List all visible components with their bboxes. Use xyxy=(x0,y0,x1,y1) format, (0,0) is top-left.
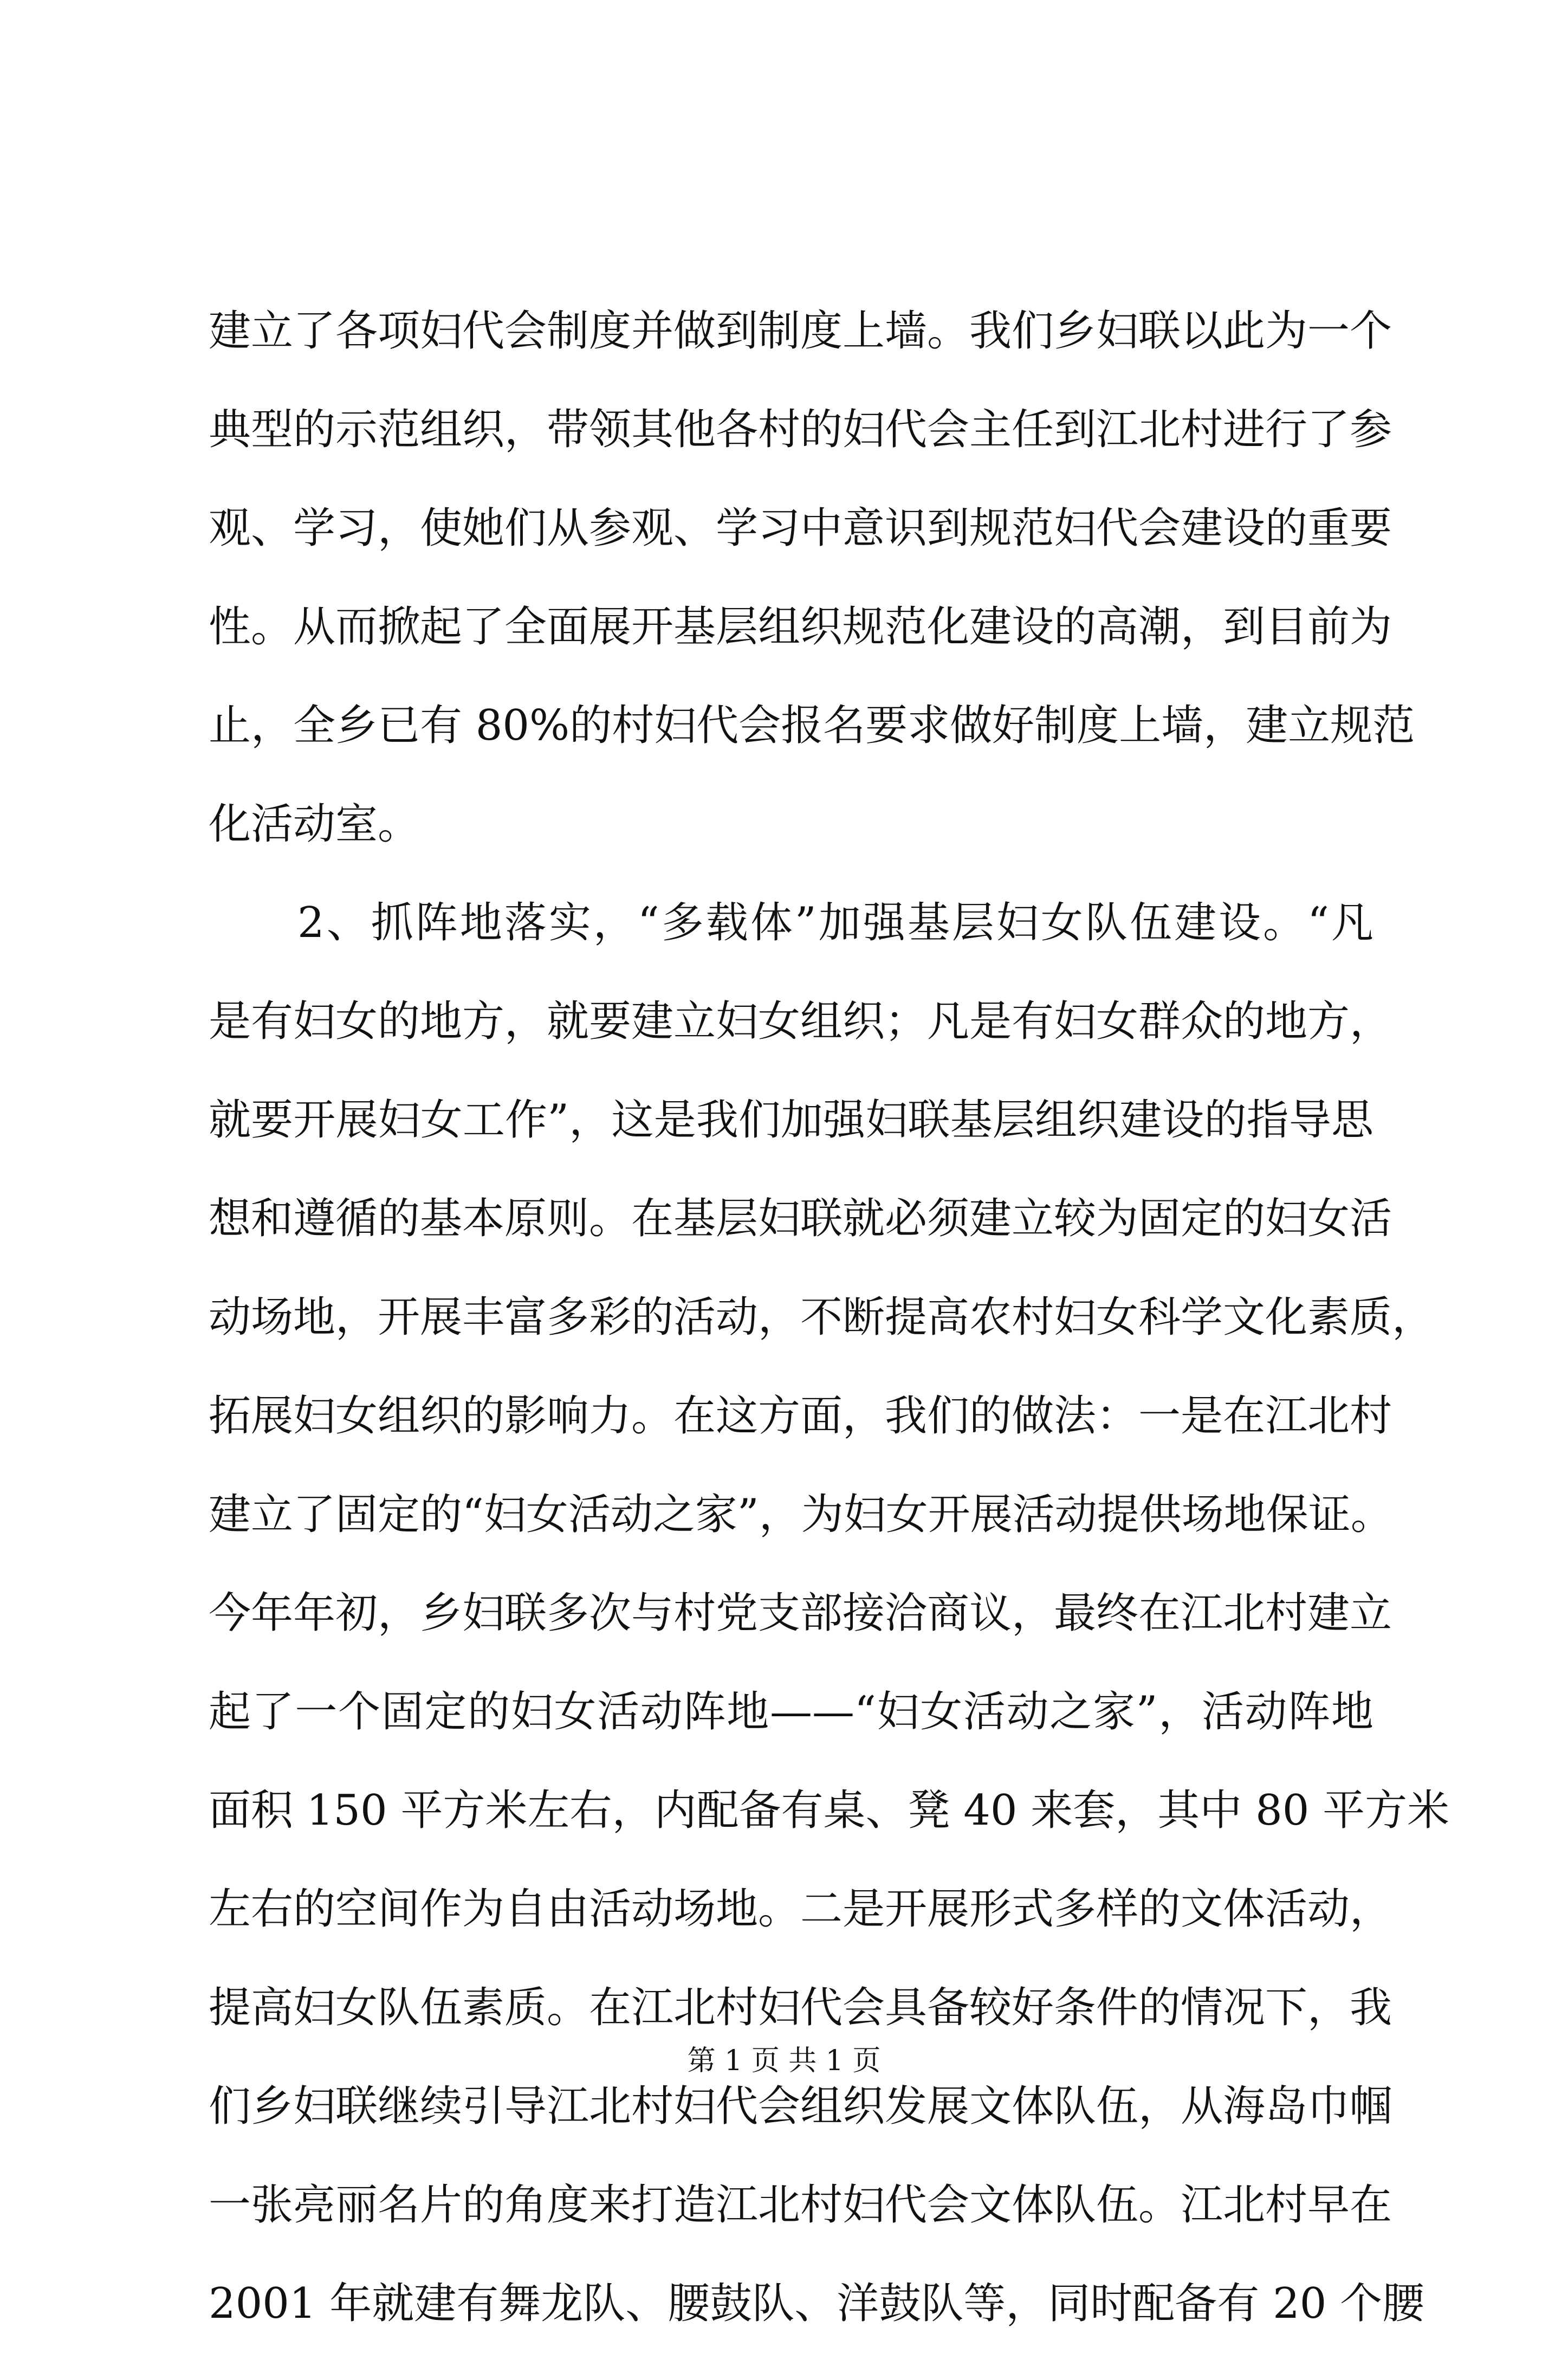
text-line: 起了一个固定的妇女活动阵地——“妇女活动之家”，活动阵地 xyxy=(209,1688,1373,1736)
text-line: 典型的示范组织，带领其他各村的妇代会主任到江北村进行了参 xyxy=(209,405,1392,454)
text-line: 动场地，开展丰富多彩的活动，不断提高农村妇女科学文化素质， xyxy=(209,1293,1435,1342)
text-line: 就要开展妇女工作”，这是我们加强妇联基层组织建设的指导思 xyxy=(209,1096,1373,1145)
text-line: 们乡妇联继续引导江北村妇代会组织发展文体队伍，从海岛巾帼 xyxy=(209,2082,1392,2131)
text-line: 提高妇女队伍素质。在江北村妇代会具备较好条件的情况下，我 xyxy=(209,1983,1392,2032)
text-line: 性。从而掀起了全面展开基层组织规范化建设的高潮，到目前为 xyxy=(209,603,1392,651)
text-line: 化活动室。 xyxy=(209,800,420,849)
text-line: 2、抓阵地落实，“多载体”加强基层妇女队伍建设。“凡 xyxy=(209,898,1373,947)
text-line: 建立了固定的“妇女活动之家”，为妇女开展活动提供场地保证。 xyxy=(209,1490,1393,1539)
text-line: 建立了各项妇代会制度并做到制度上墙。我们乡妇联以此为一个 xyxy=(209,307,1392,355)
page-footer: 第 1 页 共 1 页 xyxy=(687,2045,881,2077)
text-line: 止，全乡已有 80%的村妇代会报名要求做好制度上墙，建立规范 xyxy=(209,701,1415,750)
text-line: 左右的空间作为自由活动场地。二是开展形式多样的文体活动， xyxy=(209,1885,1392,1934)
text-line: 一张亮丽名片的角度来打造江北村妇代会文体队伍。江北村早在 xyxy=(209,2181,1392,2229)
text-line: 2001 年就建有舞龙队、腰鼓队、洋鼓队等，同时配备有 20 个腰 xyxy=(209,2279,1425,2328)
text-line: 是有妇女的地方，就要建立妇女组织；凡是有妇女群众的地方， xyxy=(209,997,1392,1046)
text-line: 想和遵循的基本原则。在基层妇联就必须建立较为固定的妇女活 xyxy=(209,1194,1392,1243)
text-line: 面积 150 平方米左右，内配备有桌、凳 40 来套，其中 80 平方米 xyxy=(209,1786,1450,1835)
text-line: 今年年初，乡妇联多次与村党支部接洽商议，最终在江北村建立 xyxy=(209,1589,1392,1638)
text-line: 拓展妇女组织的影响力。在这方面，我们的做法：一是在江北村 xyxy=(209,1392,1392,1440)
text-line: 观、学习，使她们从参观、学习中意识到规范妇代会建设的重要 xyxy=(209,504,1392,553)
